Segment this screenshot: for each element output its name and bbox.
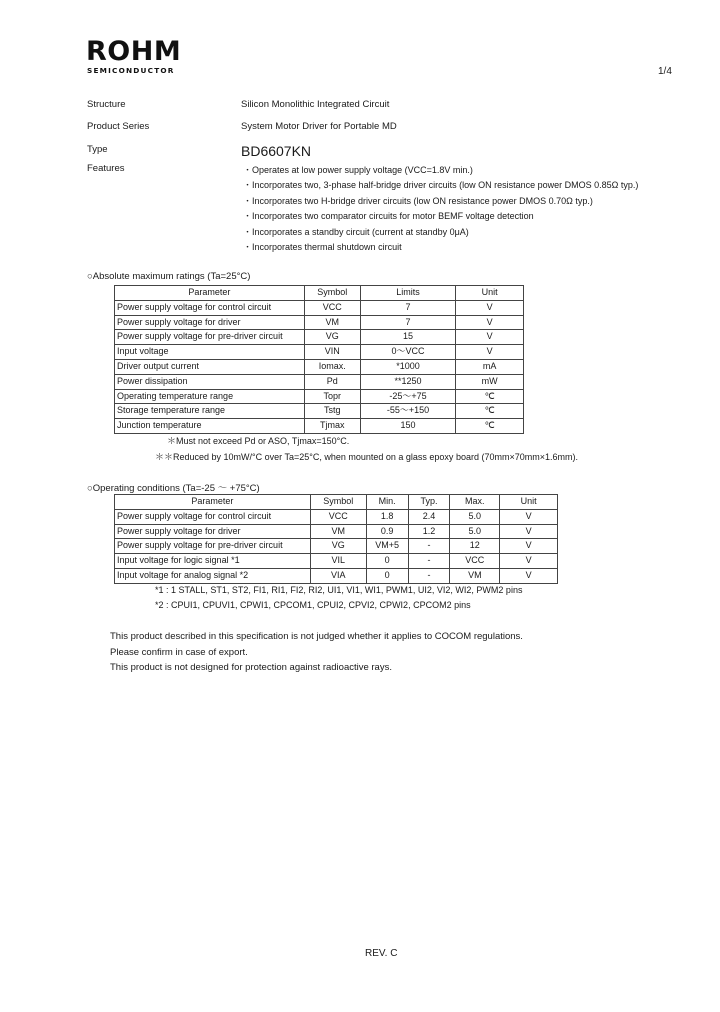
max-cell: 12 [450,539,500,554]
symbol-cell: VIL [310,554,366,569]
param-cell: Power supply voltage for driver [115,524,311,539]
unit-cell: V [456,315,524,330]
type-label: Type [87,144,108,155]
unit-cell: ℃ [456,389,524,404]
feature-item: ・Incorporates two comparator circuits for motor BEMF voltage detection [243,211,534,221]
abs-max-note: ＊＊Reduced by 10mW/°C over Ta=25°C, when mounted on a glass epoxy board (70mm×70mm×1.6mm). [155,452,578,462]
symbol-cell: Tjmax [304,419,360,434]
param-cell: Power supply voltage for pre-driver circuit [115,539,311,554]
param-cell: Storage temperature range [115,404,305,419]
table-row [115,374,524,389]
param-cell: Input voltage [115,345,305,360]
param-cell: Power supply voltage for control circuit [115,509,311,524]
param-cell: Operating temperature range [115,389,305,404]
unit-cell: mW [456,374,524,389]
table-header-row [115,495,558,510]
limit-cell: 150 [360,419,456,434]
unit-cell: V [456,330,524,345]
table-row [115,330,524,345]
unit-cell: ℃ [456,404,524,419]
symbol-cell: VIA [310,568,366,583]
param-cell: Power dissipation [115,374,305,389]
table-row [115,568,558,583]
export-paragraph: This product is not designed for protection against radioactive rays. [110,662,392,673]
max-cell: VCC [450,554,500,569]
product-series-label: Product Series [87,121,150,132]
header-cell: Limits [360,286,456,301]
limit-cell: **1250 [360,374,456,389]
unit-cell: V [456,345,524,360]
op-cond-title: ○Operating conditions (Ta=-25 ～ +75°C) [87,483,260,494]
revision-label: REV. C [365,948,398,959]
header-cell: Typ. [408,495,450,510]
export-paragraph: Please confirm in case of export. [110,647,248,658]
header-cell: Max. [450,495,500,510]
header-cell: Min. [366,495,408,510]
header-cell: Symbol [304,286,360,301]
abs-max-note: ＊Must not exceed Pd or ASO, Tjmax=150°C. [167,436,350,446]
symbol-cell: VIN [304,345,360,360]
table-row [115,300,524,315]
symbol-cell: Tstg [304,404,360,419]
min-cell: 0 [366,568,408,583]
table-row [115,554,558,569]
typ-cell: - [408,539,450,554]
symbol-cell: Iomax. [304,359,360,374]
table-row [115,345,524,360]
abs-max-table [114,285,524,434]
feature-item: ・Operates at low power supply voltage (VCC=1.8V min.) [243,165,473,175]
limit-cell: 0～VCC [360,345,456,360]
limit-cell: 7 [360,315,456,330]
symbol-cell: Pd [304,374,360,389]
table-row [115,404,524,419]
features-label: Features [87,163,125,174]
header-cell: Unit [500,495,558,510]
limit-cell: 7 [360,300,456,315]
param-cell: Input voltage for logic signal *1 [115,554,311,569]
export-paragraph: This product described in this specification is not judged whether it applies to COCOM regulations. [110,631,523,642]
symbol-cell: Topr [304,389,360,404]
limit-cell: -55～+150 [360,404,456,419]
param-cell: Junction temperature [115,419,305,434]
table-row [115,419,524,434]
product-series-value: System Motor Driver for Portable MD [241,121,397,132]
unit-cell: V [500,554,558,569]
table-row [115,389,524,404]
param-cell: Power supply voltage for pre-driver circuit [115,330,305,345]
table-header-row [115,286,524,301]
max-cell: VM [450,568,500,583]
unit-cell: V [500,509,558,524]
table-row [115,509,558,524]
typ-cell: 1.2 [408,524,450,539]
type-value: BD6607KN [241,143,312,159]
min-cell: 1.8 [366,509,408,524]
unit-cell: mA [456,359,524,374]
header-cell: Symbol [310,495,366,510]
symbol-cell: VM [304,315,360,330]
feature-item: ・Incorporates a standby circuit (current at standby 0μA) [243,227,469,237]
table-row [115,524,558,539]
header-cell: Unit [456,286,524,301]
op-cond-note: *1 : 1 STALL, ST1, ST2, FI1, RI1, FI2, RI2, UI1, VI1, WI1, PWM1, UI2, VI2, WI2, PWM2 pins [155,585,523,595]
page-number: 1/4 [658,66,672,77]
header-cell: Parameter [115,286,305,301]
param-cell: Power supply voltage for driver [115,315,305,330]
limit-cell: *1000 [360,359,456,374]
op-cond-table [114,494,558,584]
unit-cell: V [456,300,524,315]
typ-cell: - [408,554,450,569]
symbol-cell: VG [304,330,360,345]
typ-cell: - [408,568,450,583]
op-cond-note: *2 : CPUI1, CPUVI1, CPWI1, CPCOM1, CPUI2, CPVI2, CPWI2, CPCOM2 pins [155,600,471,610]
param-cell: Power supply voltage for control circuit [115,300,305,315]
limit-cell: -25～+75 [360,389,456,404]
abs-max-title: ○Absolute maximum ratings (Ta=25°C) [87,271,251,282]
unit-cell: ℃ [456,419,524,434]
unit-cell: V [500,539,558,554]
limit-cell: 15 [360,330,456,345]
symbol-cell: VG [310,539,366,554]
min-cell: 0 [366,554,408,569]
feature-item: ・Incorporates thermal shutdown circuit [243,242,402,252]
structure-label: Structure [87,99,126,110]
max-cell: 5.0 [450,524,500,539]
max-cell: 5.0 [450,509,500,524]
header-cell: Parameter [115,495,311,510]
table-row [115,315,524,330]
table-row [115,539,558,554]
symbol-cell: VM [310,524,366,539]
symbol-cell: VCC [310,509,366,524]
symbol-cell: VCC [304,300,360,315]
unit-cell: V [500,568,558,583]
company-logo-subtitle: SEMICONDUCTOR [87,66,175,75]
param-cell: Input voltage for analog signal *2 [115,568,311,583]
min-cell: 0.9 [366,524,408,539]
table-row [115,359,524,374]
typ-cell: 2.4 [408,509,450,524]
structure-value: Silicon Monolithic Integrated Circuit [241,99,390,110]
company-logo: ROHM [86,36,182,67]
min-cell: VM+5 [366,539,408,554]
feature-item: ・Incorporates two H-bridge driver circuits (low ON resistance power DMOS 0.70Ω typ.) [243,196,593,206]
unit-cell: V [500,524,558,539]
feature-item: ・Incorporates two, 3-phase half-bridge driver circuits (low ON resistance power DMOS 0.85Ω typ.) [243,180,639,190]
param-cell: Driver output current [115,359,305,374]
